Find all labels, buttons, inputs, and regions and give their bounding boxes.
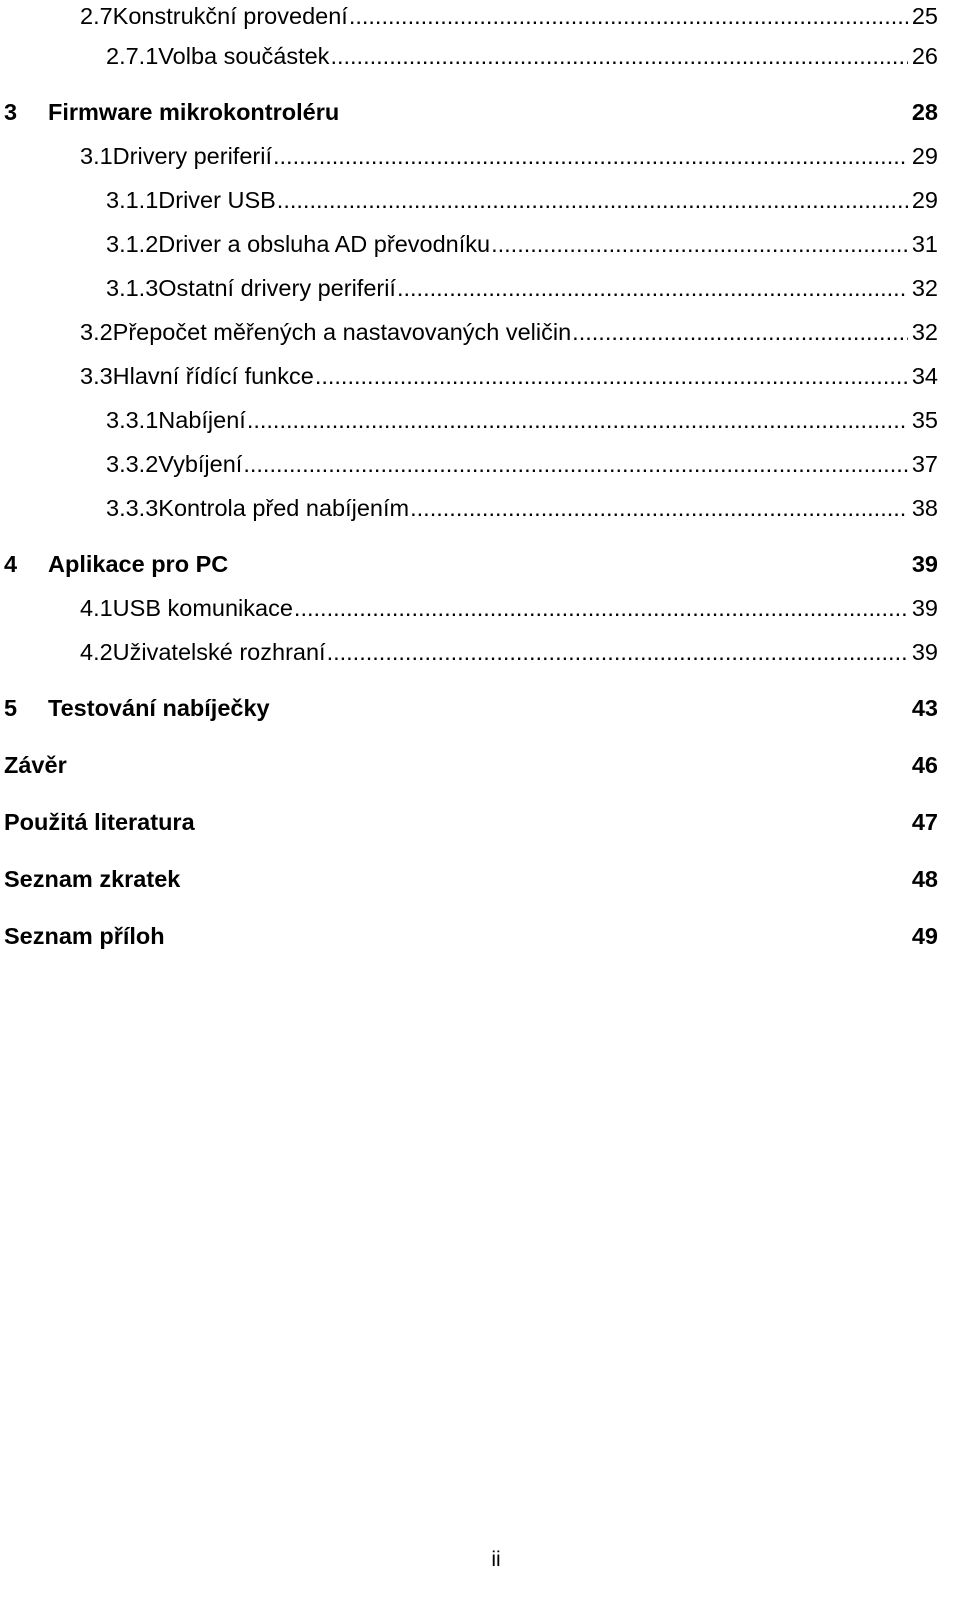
toc-entry-page: 29 <box>911 187 938 213</box>
toc-entry-3-3-3[interactable] <box>0 492 938 524</box>
toc-entry-number: 3.3.3 <box>106 495 159 521</box>
toc-entry-page: 34 <box>911 363 938 389</box>
toc-entry-seznam-zkratek[interactable] <box>0 863 938 895</box>
toc-entry-3-2[interactable] <box>0 316 938 348</box>
toc-entry-number: 3.2 <box>80 319 113 345</box>
toc-entry-title: Konstrukční provedení <box>112 3 348 29</box>
toc-entry-number: 3.1.1 <box>106 187 159 213</box>
toc-entry-page: 26 <box>911 43 938 69</box>
toc-entry-page: 25 <box>911 3 938 29</box>
toc-entry-number: 5 <box>4 695 18 721</box>
toc-entry-number: 3.3.2 <box>106 451 159 477</box>
toc-entry-title: Drivery periferií <box>112 143 272 169</box>
toc-entry-page: 31 <box>911 231 938 257</box>
toc-entry-number: 3.1.3 <box>106 275 159 301</box>
dot-leader <box>273 140 908 172</box>
toc-entry-number: 4.1 <box>80 595 113 621</box>
toc-entry-page: 37 <box>911 451 938 477</box>
dot-leader <box>397 272 908 304</box>
dot-leader <box>330 40 907 72</box>
dot-leader <box>315 360 908 392</box>
toc-entry-number: 3.1 <box>80 143 113 169</box>
toc-entry-2-7-1[interactable] <box>0 40 938 72</box>
toc-entry-number: 3 <box>4 99 18 125</box>
toc-entry-title: Driver USB <box>158 187 276 213</box>
toc-entry-page: 29 <box>911 143 938 169</box>
toc-entry-title: Ostatní drivery periferií <box>158 275 396 301</box>
dot-leader <box>327 636 908 668</box>
toc-entry-page: 47 <box>911 809 938 835</box>
toc-entry-number: 3.3 <box>80 363 113 389</box>
toc-entry-title: Driver a obsluha AD převodníku <box>158 231 491 257</box>
toc-entry-zaver[interactable] <box>0 749 938 781</box>
toc-entry-page: 32 <box>911 319 938 345</box>
toc-entry-title: Firmware mikrokontroléru <box>48 99 340 125</box>
dot-leader <box>572 316 908 348</box>
toc-entry-page: 39 <box>911 551 938 577</box>
toc-entry-page: 48 <box>911 866 938 892</box>
toc-entry-3-1-1[interactable] <box>0 184 938 216</box>
toc-entry-number: 2.7 <box>80 3 113 29</box>
toc-entry-page: 38 <box>911 495 938 521</box>
toc-entry-title: Použitá literatura <box>4 809 195 835</box>
dot-leader <box>349 0 908 32</box>
toc-entry-title: Vybíjení <box>158 451 243 477</box>
toc-chapter-3[interactable] <box>0 96 938 128</box>
toc-entry-3-3-2[interactable] <box>0 448 938 480</box>
toc-entry-title: Seznam zkratek <box>4 866 181 892</box>
toc-entry-page: 46 <box>911 752 938 778</box>
toc-entry-page: 39 <box>911 639 938 665</box>
dot-leader <box>243 448 908 480</box>
toc-entry-3-3-1[interactable] <box>0 404 938 436</box>
toc-entry-title: Kontrola před nabíjením <box>158 495 410 521</box>
toc-entry-seznam-priloh[interactable] <box>0 920 938 952</box>
toc-entry-page: 43 <box>911 695 938 721</box>
toc-chapter-4[interactable] <box>0 548 938 580</box>
toc-entry-title: USB komunikace <box>112 595 293 621</box>
toc-entry-title: Seznam příloh <box>4 923 165 949</box>
toc-entry-page: 49 <box>911 923 938 949</box>
toc-entry-page: 35 <box>911 407 938 433</box>
toc-entry-title: Aplikace pro PC <box>48 551 229 577</box>
toc-entry-page: 28 <box>911 99 938 125</box>
toc-entry-title: Závěr <box>4 752 67 778</box>
toc-entry-title: Uživatelské rozhraní <box>112 639 326 665</box>
toc-entry-title: Volba součástek <box>158 43 330 69</box>
toc-entry-3-3[interactable] <box>0 360 938 392</box>
toc-entry-4-1[interactable] <box>0 592 938 624</box>
toc-entry-2-7[interactable] <box>0 0 938 32</box>
dot-leader <box>277 184 908 216</box>
toc-entry-title: Nabíjení <box>158 407 246 433</box>
dot-leader <box>294 592 908 624</box>
toc-entry-number: 4.2 <box>80 639 113 665</box>
toc-entry-3-1-2[interactable] <box>0 228 938 260</box>
toc-entry-number: 3.1.2 <box>106 231 159 257</box>
toc-entry-number: 4 <box>4 551 18 577</box>
toc-entry-pouzita-literatura[interactable] <box>0 806 938 838</box>
toc-entry-number: 2.7.1 <box>106 43 159 69</box>
toc-entry-number: 3.3.1 <box>106 407 159 433</box>
toc-entry-page: 32 <box>911 275 938 301</box>
page-number: ii <box>491 1548 501 1571</box>
dot-leader <box>247 404 908 436</box>
dot-leader <box>491 228 908 260</box>
dot-leader <box>410 492 908 524</box>
toc-entry-3-1[interactable] <box>0 140 938 172</box>
toc-entry-3-1-3[interactable] <box>0 272 938 304</box>
toc-entry-4-2[interactable] <box>0 636 938 668</box>
toc-entry-title: Přepočet měřených a nastavovaných veličin <box>112 319 572 345</box>
toc-entry-page: 39 <box>911 595 938 621</box>
toc-chapter-5[interactable] <box>0 692 938 724</box>
toc-entry-title: Testování nabíječky <box>48 695 270 721</box>
toc-entry-title: Hlavní řídící funkce <box>112 363 314 389</box>
